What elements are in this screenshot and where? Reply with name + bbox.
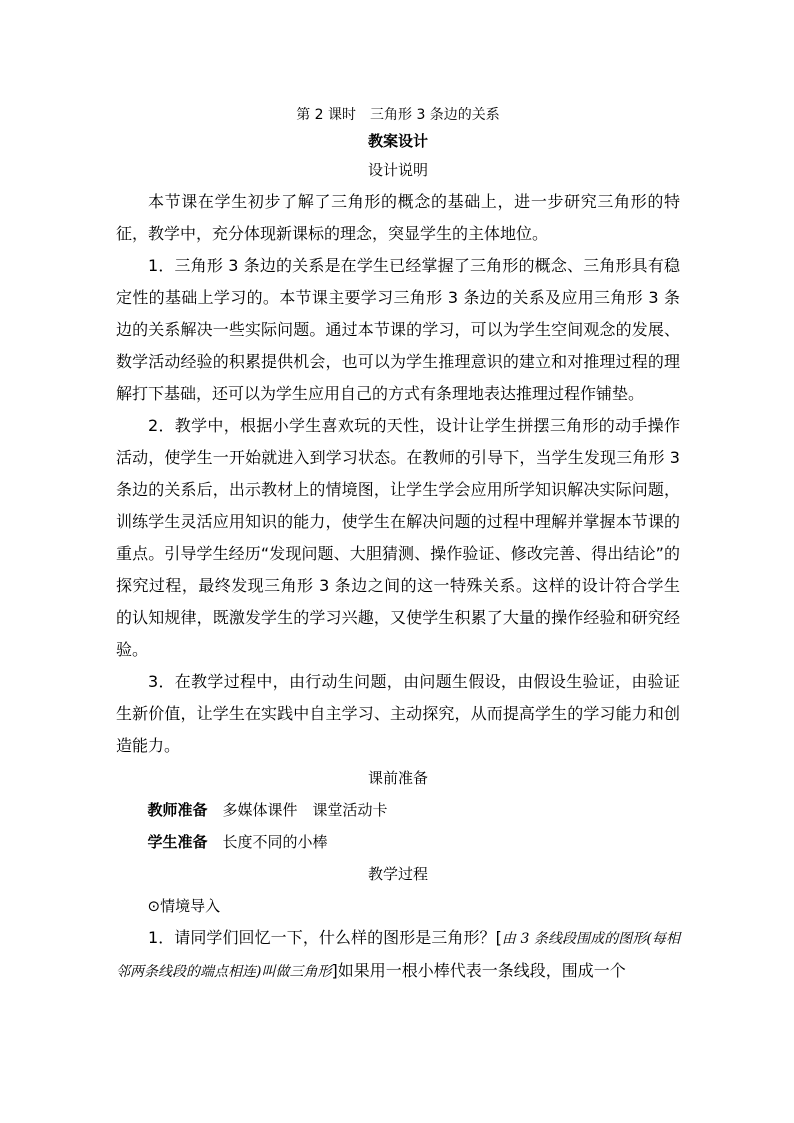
section-prep-heading: 课前准备 xyxy=(367,769,428,787)
content-column xyxy=(116,102,680,988)
teacher-prep-label: 教师准备 xyxy=(147,801,208,819)
teacher-prep-item-1: 多媒体课件 xyxy=(222,801,298,819)
section-process-heading: 教学过程 xyxy=(367,865,428,883)
student-prep-label: 学生准备 xyxy=(147,833,208,851)
point-3-paragraph: 3．在教学过程中，由行动生问题，由问题生假设，由假设生验证，由验证生新价值，让学生在实践中自主学习、主动探究，从而提高学生的学习能力和创造能力。 xyxy=(116,672,680,755)
point-1-paragraph: 1．三角形 3 条边的关系是在学生已经掌握了三角形的概念、三角形具有稳定性的基础上学习的。本节课主要学习三角形 3 条边的关系及应用三角形 3 条边的关系解决一些实际问题。通过本节课的学习，可以为学生空间观念的发展、数学活动经验的积累提供机会，也可以为学生推理意识的建立和对推理过程的理解打下基础，还可以为学生应用自己的方式有条理地表达推理过程作铺垫。 xyxy=(116,256,680,403)
subsection-intro-heading: ⊙情境导入 xyxy=(147,897,221,915)
question-1-answer: 由 3 条线段围成的图形(每相邻两条线段的端点相连)叫做三角形 xyxy=(116,931,680,980)
question-1-prefix: 1．请同学们回忆一下，什么样的图形是三角形？[ xyxy=(148,928,502,947)
student-prep-item: 长度不同的小棒 xyxy=(222,833,328,851)
section-design-heading: 教案设计 xyxy=(367,132,428,150)
intro-paragraph: 本节课在学生初步了解了三角形的概念的基础上，进一步研究三角形的特征，教学中，充分体现新课标的理念，突显学生的主体地位。 xyxy=(116,192,680,243)
section-notes-heading: 设计说明 xyxy=(367,161,428,179)
teacher-prep-line xyxy=(116,794,680,826)
question-1-suffix: ]如果用一根小棒代表一条线段，围成一个 xyxy=(331,961,626,980)
student-prep-line xyxy=(116,826,680,858)
lesson-title: 第 2 课时 三角形 3 条边的关系 xyxy=(296,107,500,123)
teacher-prep-item-2: 课堂活动卡 xyxy=(312,801,388,819)
question-1-paragraph xyxy=(116,922,680,988)
point-2-paragraph: 2．教学中，根据小学生喜欢玩的天性，设计让学生拼摆三角形的动手操作活动，使学生一开始就进入到学习状态。在教师的引导下，当学生发现三角形 3 条边的关系后，出示教材上的情境图，让学生学会应用所学知识解决实际问题，训练学生灵活应用知识的能力，使学生在解决问题的过程中理解并掌握本节课的重点。引导学生经历“发现问题、大胆猜测、操作验证、修改完善、得出结论”的探究过程，最终发现三角形 3 条边之间的这一特殊关系。这样的设计符合学生的认知规律，既激发学生的学习兴趣，又使学生积累了大量的操作经验和研究经验。 xyxy=(116,416,680,659)
